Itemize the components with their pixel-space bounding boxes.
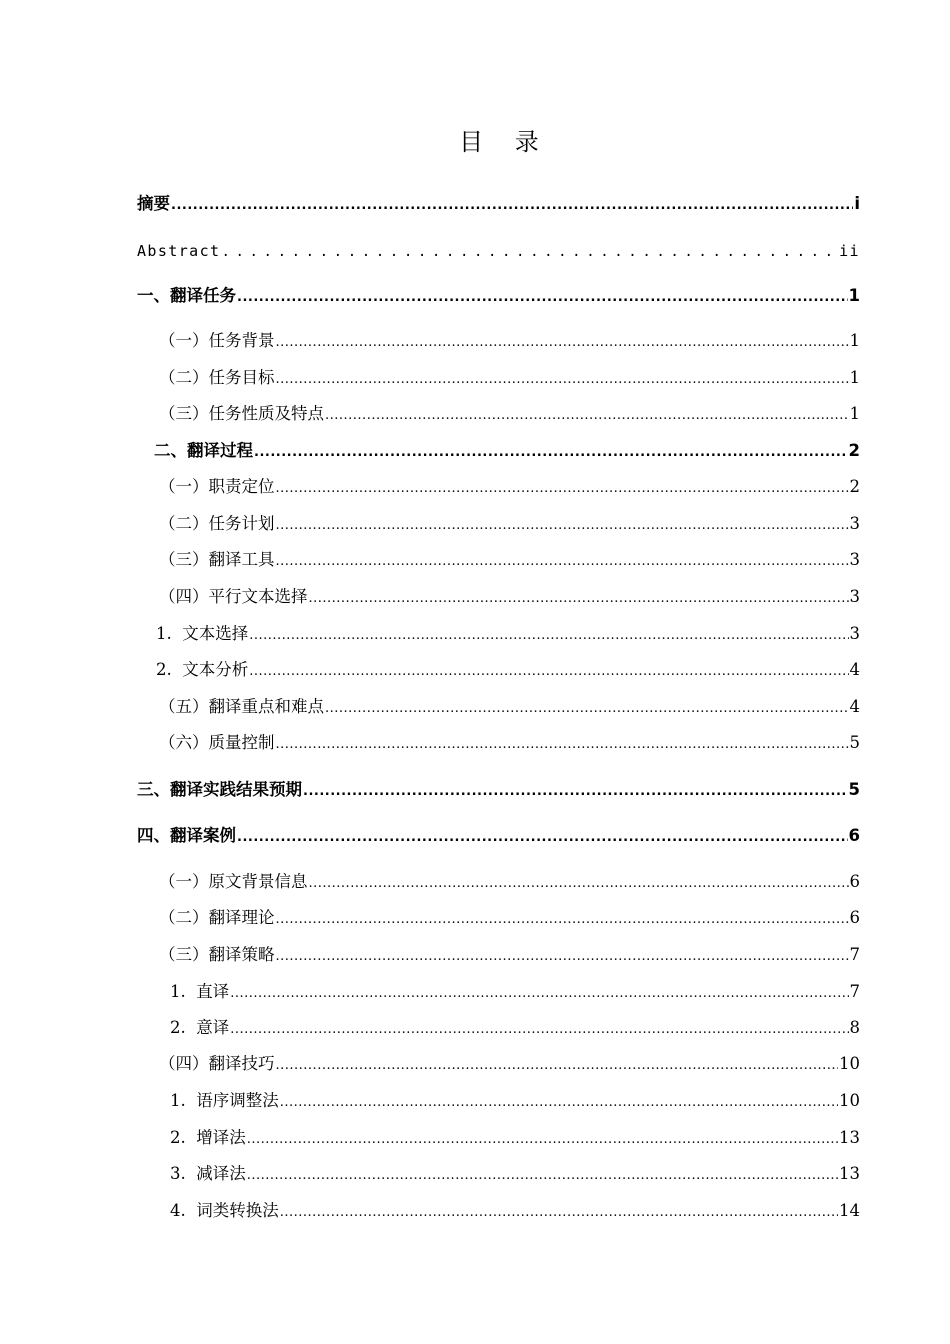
toc-entry-label: （一）任务背景: [159, 331, 275, 350]
leader-dots: [309, 586, 849, 610]
leader-dots: [247, 1127, 838, 1151]
leader-dots: [276, 476, 849, 500]
toc-entry-label: （四）翻译技巧: [159, 1054, 275, 1073]
toc-entry-label: （三）翻译工具: [159, 550, 275, 569]
toc-entry-label: （五）翻译重点和难点: [159, 697, 324, 716]
toc-entry-label: 3. 减译法: [170, 1164, 246, 1183]
toc-entry[interactable]: [159, 403, 860, 427]
toc-entry-page: 14: [839, 1201, 860, 1220]
toc-entry-page: 2: [849, 477, 860, 496]
toc-entry-page: 4: [849, 697, 860, 716]
leader-dots: [276, 367, 849, 391]
toc-entry-label: （一）职责定位: [159, 477, 275, 496]
leader-dots: [249, 659, 848, 683]
toc-entry-label: 一、翻译任务: [137, 286, 236, 305]
toc-entry-page: 6: [848, 826, 860, 845]
toc-entry[interactable]: [159, 944, 860, 968]
leader-dots: [276, 549, 849, 573]
toc-entry[interactable]: [159, 907, 860, 931]
toc-entry[interactable]: [170, 1200, 860, 1224]
toc-entry-page: 5: [848, 780, 860, 799]
toc-entry[interactable]: [137, 193, 860, 217]
toc-entry-label: 2. 增译法: [170, 1128, 246, 1147]
leader-dots: [276, 330, 849, 354]
toc-entry-page: 1: [848, 286, 860, 305]
toc-entry-page: 6: [849, 872, 860, 891]
toc-entry[interactable]: [159, 476, 860, 500]
toc-entry-label: 1. 语序调整法: [170, 1091, 279, 1110]
leader-dots: [237, 825, 848, 849]
toc-entry-page: 10: [839, 1091, 860, 1110]
toc-entry[interactable]: [156, 623, 860, 647]
toc-entry[interactable]: [170, 981, 860, 1005]
toc-entry-label: 2. 文本分析: [156, 660, 249, 679]
toc-entry-label: （二）任务计划: [159, 514, 275, 533]
leader-dots: [309, 871, 849, 895]
toc-entry-page: 1: [849, 368, 860, 387]
leader-dots: [249, 623, 848, 647]
leader-dots: [280, 1090, 838, 1114]
toc-entry[interactable]: [170, 1017, 860, 1041]
leader-dots: [171, 193, 853, 217]
toc-entry-page: 8: [849, 1018, 860, 1037]
toc-entry-label: （二）任务目标: [159, 368, 275, 387]
leader-dots: [230, 1017, 848, 1041]
toc-entry[interactable]: [137, 240, 860, 263]
leader-dots: [325, 696, 849, 720]
leader-dots: [247, 1163, 838, 1187]
toc-entry[interactable]: [159, 1053, 860, 1077]
toc-entry-page: ii: [839, 242, 860, 260]
toc-entry[interactable]: [159, 732, 860, 756]
toc-entry[interactable]: [159, 586, 860, 610]
leader-dots: [276, 513, 849, 537]
toc-entry-page: 7: [849, 982, 860, 1001]
toc-entry-label: （二）翻译理论: [159, 908, 275, 927]
toc-title: 目 录: [459, 128, 551, 156]
toc-entry-label: 1. 文本选择: [156, 624, 249, 643]
leader-dots: [254, 440, 848, 464]
toc-entry[interactable]: [137, 825, 860, 849]
toc-entry-label: （三）任务性质及特点: [159, 404, 324, 423]
toc-entry-page: 1: [849, 404, 860, 423]
toc-entry-page: 13: [839, 1128, 860, 1147]
leader-dots: [276, 907, 849, 931]
toc-entry-page: 4: [849, 660, 860, 679]
toc-entry-page: 7: [849, 945, 860, 964]
leader-dots: [325, 403, 849, 427]
leader-dots: [276, 1053, 839, 1077]
toc-entry-page: i: [854, 194, 860, 213]
toc-entry[interactable]: [170, 1127, 860, 1151]
toc-entry-label: Abstract: [137, 242, 221, 260]
toc-entry[interactable]: [137, 285, 860, 309]
toc-entry-page: 5: [849, 733, 860, 752]
toc-entry-page: 3: [849, 587, 860, 606]
toc-entry-label: （六）质量控制: [159, 733, 275, 752]
toc-entry-label: 摘要: [137, 194, 170, 213]
toc-entry-label: 1. 直译: [170, 982, 230, 1001]
toc-entry-page: 3: [849, 624, 860, 643]
toc-entry-label: （三）翻译策略: [159, 945, 275, 964]
toc-entry-label: （四）平行文本选择: [159, 587, 308, 606]
leader-dots: [280, 1200, 838, 1224]
toc-entry[interactable]: [170, 1090, 860, 1114]
toc-entry-label: 2. 意译: [170, 1018, 230, 1037]
leader-dots: [276, 944, 849, 968]
toc-entry[interactable]: [159, 871, 860, 895]
leader-dots: [221, 240, 838, 263]
toc-entry-page: 10: [839, 1054, 860, 1073]
leader-dots: [276, 732, 849, 756]
toc-entry[interactable]: [159, 367, 860, 391]
toc-entry-page: 3: [849, 550, 860, 569]
leader-dots: [230, 981, 848, 1005]
toc-entry-page: 6: [849, 908, 860, 927]
toc-entry-label: 4. 词类转换法: [170, 1201, 279, 1220]
toc-entry[interactable]: [159, 549, 860, 573]
toc-entry-page: 1: [849, 331, 860, 350]
leader-dots: [303, 779, 848, 803]
toc-entry[interactable]: [137, 779, 860, 803]
toc-entry-label: 二、翻译过程: [154, 441, 253, 460]
toc-entry[interactable]: [159, 696, 860, 720]
toc-entry[interactable]: [154, 440, 860, 464]
toc-entry-page: 2: [848, 441, 860, 460]
toc-entry[interactable]: [170, 1163, 860, 1187]
leader-dots: [237, 285, 848, 309]
toc-entry[interactable]: [159, 330, 860, 354]
toc-entry-label: 四、翻译案例: [137, 826, 236, 845]
toc-entry-page: 3: [849, 514, 860, 533]
toc-entry-label: 三、翻译实践结果预期: [137, 780, 302, 799]
toc-entry[interactable]: [159, 513, 860, 537]
toc-entry-label: （一）原文背景信息: [159, 872, 308, 891]
toc-entry[interactable]: [156, 659, 860, 683]
toc-entry-page: 13: [839, 1164, 860, 1183]
